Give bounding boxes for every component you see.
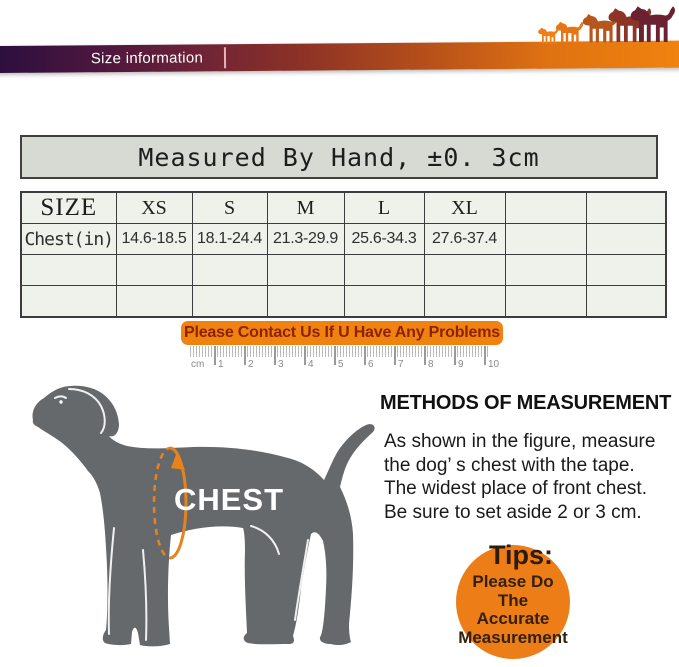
table-cell [192,255,267,286]
ruler-cm-number: 6 [368,359,374,370]
ruler-unit-label: cm [191,359,205,370]
table-cell [505,255,586,286]
table-row [21,286,666,318]
tips-line: Measurement [458,627,568,647]
table-cell: 18.1-24.4 [192,224,267,255]
table-cell [21,255,116,286]
ruler-cm-number: 8 [428,359,434,370]
size-table-body [21,192,666,317]
size-column-header: S [192,192,267,224]
ruler-cm-tick [394,346,396,365]
table-cell: 27.6-37.4 [424,224,505,255]
methods-line: The widest place of front chest. [384,478,647,499]
ruler-cm-number: 5 [338,359,344,370]
table-cell [116,286,192,318]
methods-line: the dog’ s chest with the tape. [384,454,635,476]
ruler-cm-number: 1 [218,359,224,370]
chest-label: CHEST [173,482,285,517]
ruler-cm-tick [484,346,486,365]
methods-text [384,430,676,524]
size-column-header: L [344,192,424,224]
ruler-cm-tick [304,346,306,365]
measured-by-hand-header: Measured By Hand, ±0. 3cm [20,135,658,179]
table-cell: Chest(in) [21,224,116,255]
table-cell [505,286,586,318]
size-column-header: XS [116,192,192,224]
ruler-cm-number: 2 [248,359,254,370]
ruler-mm-ticks [190,346,490,357]
ruler-cm-tick [214,346,216,365]
table-cell [192,286,267,318]
ruler-cm-tick [244,346,246,365]
size-column-header [505,192,586,224]
ruler-cm-number: 9 [458,359,464,370]
ruler-cm-tick [364,346,366,365]
methods-line: As shown in the figure, measure [384,431,656,452]
size-column-header: XL [424,192,505,224]
table-cell [21,286,116,318]
dog-measurement-figure [5,378,385,667]
tips-text [406,573,620,647]
tips-line: Please Do [472,572,554,591]
tips-line: Accurate [476,609,550,628]
ruler-cm-number: 3 [278,359,284,370]
table-cell [424,255,505,286]
table-cell: 21.3-29.9 [267,224,344,255]
table-cell [586,286,666,318]
table-row [21,255,666,286]
ruler-cm-number: 7 [398,359,404,370]
methods-line: Be sure to set aside 2 or 3 cm. [384,501,642,523]
size-column-header: M [267,192,344,224]
banner-divider [224,47,226,68]
ruler-cm-number: 4 [308,359,314,370]
table-cell [586,224,666,255]
dog-silhouettes-icon [533,2,679,48]
tips-title: Tips: [488,540,553,570]
size-column-header [586,192,666,224]
table-cell [116,255,192,286]
table-cell: 14.6-18.5 [116,224,192,255]
size-header-cell: SIZE [21,192,116,224]
ruler-cm-number: 10 [488,359,500,370]
table-cell [586,255,666,286]
methods-title: METHODS OF MEASUREMENT [380,392,672,414]
ruler-cm-tick [334,346,336,365]
table-cell [344,255,424,286]
tips-line: The [497,590,529,610]
size-table [20,191,667,318]
dog-eye [59,400,62,403]
ruler-cm-tick [274,346,276,365]
size-table-header-row [21,192,666,224]
table-cell [424,286,505,318]
table-row [21,224,666,255]
page-title: Size information [90,49,204,68]
table-cell: 25.6-34.3 [344,224,424,255]
ruler-cm-tick [424,346,426,365]
ruler-cm-tick [454,346,456,365]
table-cell [267,286,344,318]
contact-us-banner: Please Contact Us If U Have Any Problems [181,321,503,345]
table-cell [344,286,424,318]
table-cell [505,224,586,255]
ruler [190,346,500,374]
table-cell [267,255,344,286]
